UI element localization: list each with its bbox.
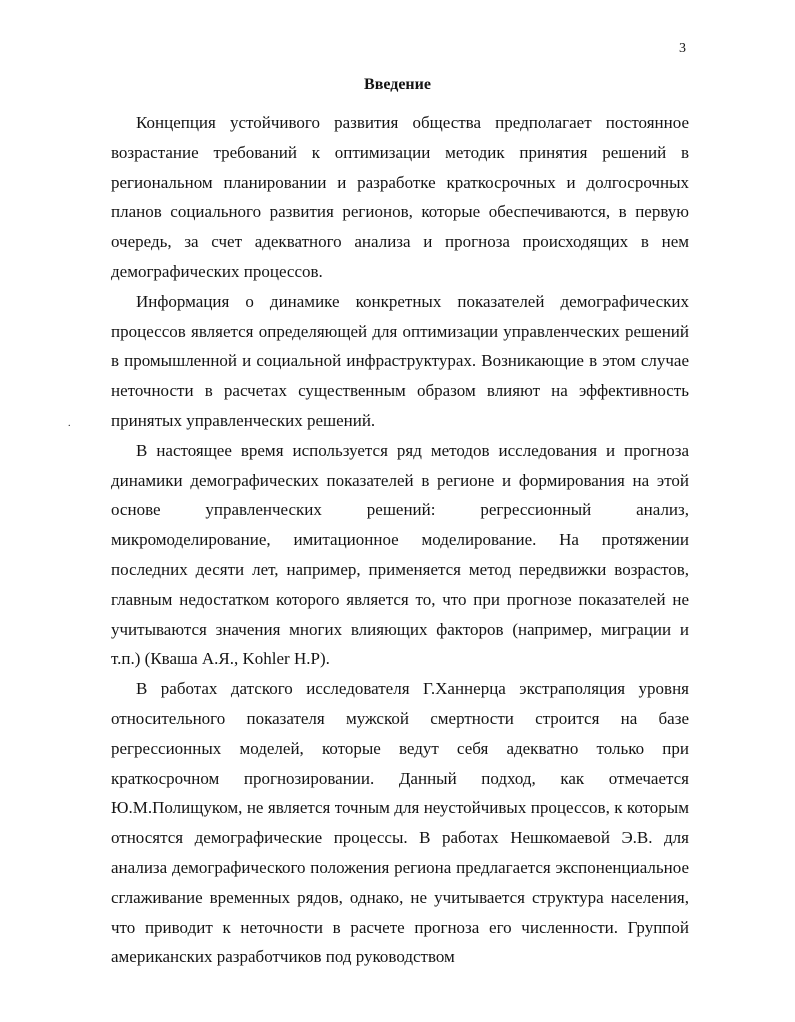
section-heading: Введение [364, 76, 431, 93]
paragraph-2: Информация о динамике конкретных показателей демографических процессов является определяющей для оптимизации управленческих решений в промышленной и социальной инфраструктурах. Возникающие в этом случае неточности в расчетах существенным образом влияют на эффективность принятых управленческих решений. [111, 291, 689, 430]
body-text [111, 108, 689, 972]
paragraph-4: В работах датского исследователя Г.Ханнерца экстраполяция уровня относительного показателя мужской смертности строится на базе регрессионных моделей, которые ведут себя адекватно только при краткосрочном прогнозировании. Данный подход, как отмечается Ю.М.Полищуком, не является точным для неустойчивых процессов, к которым относятся демографические процессы. В работах Нешкомаевой Э.В. для анализа демографического положения региона предлагается экспоненциальное сглаживание временных рядов, однако, не учитывается структура населения, что приводит к неточности в расчете прогноза его численности. Группой американских разработчиков под руководством [111, 679, 689, 967]
paragraph-3: В настоящее время используется ряд методов исследования и прогноза динамики демографических показателей в регионе и формирования на этой основе управленческих решений: регрессионный анализ, микромоделирование, имитационное моделирование. На протяжении последних десяти лет, например, применяется метод передвижки возрастов, главным недостатком которого является то, что при прогнозе показателей не учитываются значения многих влияющих факторов (например, миграции и т.п.) (Кваша А.Я., Kohler H.P). [111, 440, 689, 669]
margin-mark: . [68, 418, 71, 429]
page-number: 3 [679, 41, 686, 56]
paragraph-1: Концепция устойчивого развития общества предполагает постоянное возрастание требований к оптимизации методик принятия решений в региональном планировании и разработке краткосрочных и долгосрочных планов социального развития регионов, которые обеспечиваются, в первую очередь, за счет адекватного анализа и прогноза происходящих в нем демографических процессов. [111, 113, 689, 281]
